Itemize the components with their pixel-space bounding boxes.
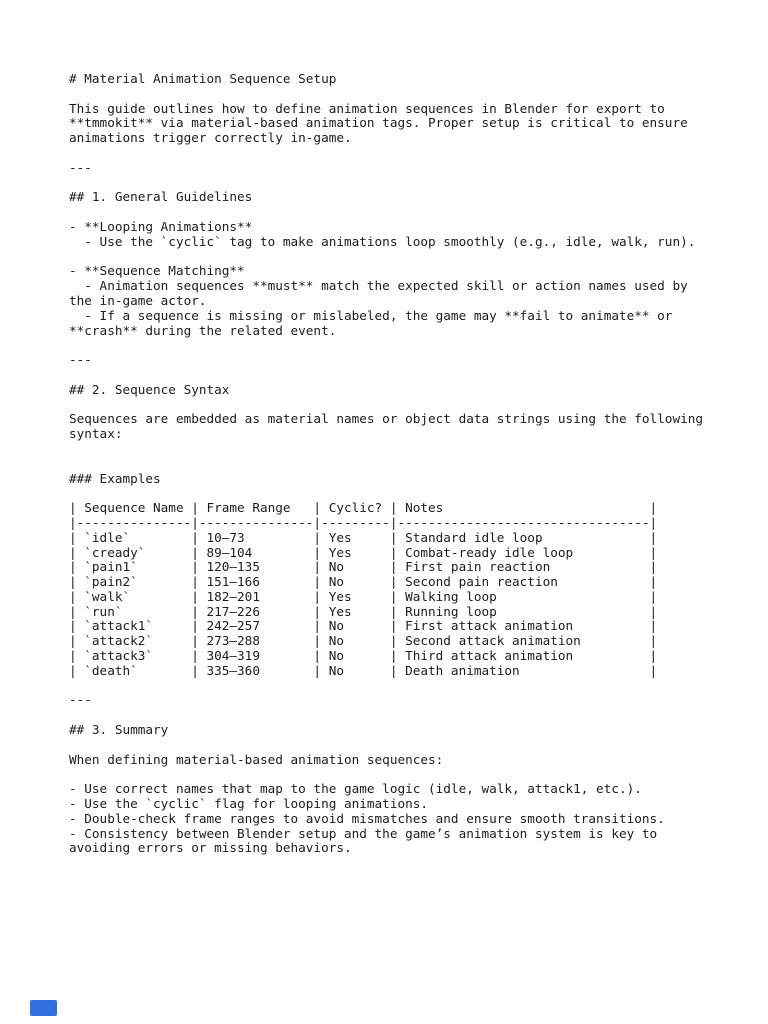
bullet-missing-sequence: - If a sequence is missing or mislabeled, the game may **fail to animate** or: [69, 307, 673, 323]
bullet-match-requirement-wrap: the in-game actor.: [69, 292, 207, 308]
horizontal-rule-2: ---: [69, 352, 92, 368]
blank-line: [69, 176, 703, 191]
blank-line: [69, 250, 703, 265]
table-row-cready: | `cready` | 89–104 | Yes | Combat-ready idle loop |: [69, 544, 658, 560]
table-row-pain1: | `pain1` | 120–135 | No | First pain reaction |: [69, 559, 658, 575]
blank-line: [69, 87, 703, 102]
bullet-cyclic-tip: - Use the `cyclic` tag to make animations loop smoothly (e.g., idle, walk, run).: [69, 233, 696, 249]
table-header-row: | Sequence Name | Frame Range | Cyclic? | Notes |: [69, 500, 658, 516]
table-row-idle: | `idle` | 10–73 | Yes | Standard idle loop |: [69, 529, 658, 545]
blank-line: [69, 368, 703, 383]
summary-bullet-names: - Use correct names that map to the game logic (idle, walk, attack1, etc.).: [69, 781, 642, 797]
h3-examples: ### Examples: [69, 470, 161, 486]
table-row-run: | `run` | 217–226 | Yes | Running loop |: [69, 603, 658, 619]
table-row-attack1: | `attack1` | 242–257 | No | First attack animation |: [69, 618, 658, 634]
table-row-walk: | `walk` | 182–201 | Yes | Walking loop |: [69, 588, 658, 604]
markdown-document: [69, 72, 703, 856]
bullet-looping-animations: - **Looping Animations**: [69, 218, 253, 234]
blank-line: [69, 679, 703, 694]
h2-summary: ## 3. Summary: [69, 722, 169, 738]
bullet-sequence-matching: - **Sequence Matching**: [69, 263, 245, 279]
blank-line: [69, 486, 703, 501]
syntax-paragraph-line-1: Sequences are embedded as material names or object data strings using the following: [69, 411, 703, 427]
table-row-death: | `death` | 335–360 | No | Death animation |: [69, 662, 658, 678]
blank-line: [69, 338, 703, 353]
blank-line: [69, 457, 703, 472]
intro-paragraph-line-3: animations trigger correctly in-game.: [69, 130, 352, 146]
h1-title: # Material Animation Sequence Setup: [69, 71, 337, 86]
intro-paragraph-line-1: This guide outlines how to define animation sequences in Blender for export to: [69, 100, 665, 116]
bullet-match-requirement: - Animation sequences **must** match the expected skill or action names used by: [69, 278, 688, 294]
summary-intro: When defining material-based animation sequences:: [69, 751, 444, 767]
table-row-pain2: | `pain2` | 151–166 | No | Second pain reaction |: [69, 574, 658, 590]
table-row-attack3: | `attack3` | 304–319 | No | Third attack animation |: [69, 648, 658, 664]
h2-general-guidelines: ## 1. General Guidelines: [69, 189, 253, 205]
summary-bullet-frame-ranges: - Double-check frame ranges to avoid mismatches and ensure smooth transitions.: [69, 810, 665, 826]
blank-line: [69, 708, 703, 723]
table-separator-row: |---------------|---------------|---------|---------------------------------|: [69, 514, 658, 530]
blank-line: [69, 442, 703, 457]
table-row-attack2: | `attack2` | 273–288 | No | Second attack animation |: [69, 633, 658, 649]
blank-line: [69, 767, 703, 782]
summary-bullet-consistency-wrap: avoiding errors or missing behaviors.: [69, 840, 352, 856]
intro-paragraph-line-2: **tmmokit** via material-based animation tags. Proper setup is critical to ensure: [69, 115, 688, 131]
blank-line: [69, 738, 703, 753]
blank-line: [69, 146, 703, 161]
blank-line: [69, 205, 703, 220]
h2-sequence-syntax: ## 2. Sequence Syntax: [69, 381, 230, 397]
summary-bullet-consistency: - Consistency between Blender setup and the game’s animation system is key to: [69, 825, 658, 841]
syntax-paragraph-line-2: syntax:: [69, 426, 123, 442]
horizontal-rule-3: ---: [69, 692, 92, 708]
horizontal-rule-1: ---: [69, 159, 92, 175]
summary-bullet-cyclic: - Use the `cyclic` flag for looping animations.: [69, 796, 429, 812]
blank-line: [69, 398, 703, 413]
blue-badge: [30, 1000, 57, 1016]
bullet-missing-sequence-wrap: **crash** during the related event.: [69, 322, 337, 338]
